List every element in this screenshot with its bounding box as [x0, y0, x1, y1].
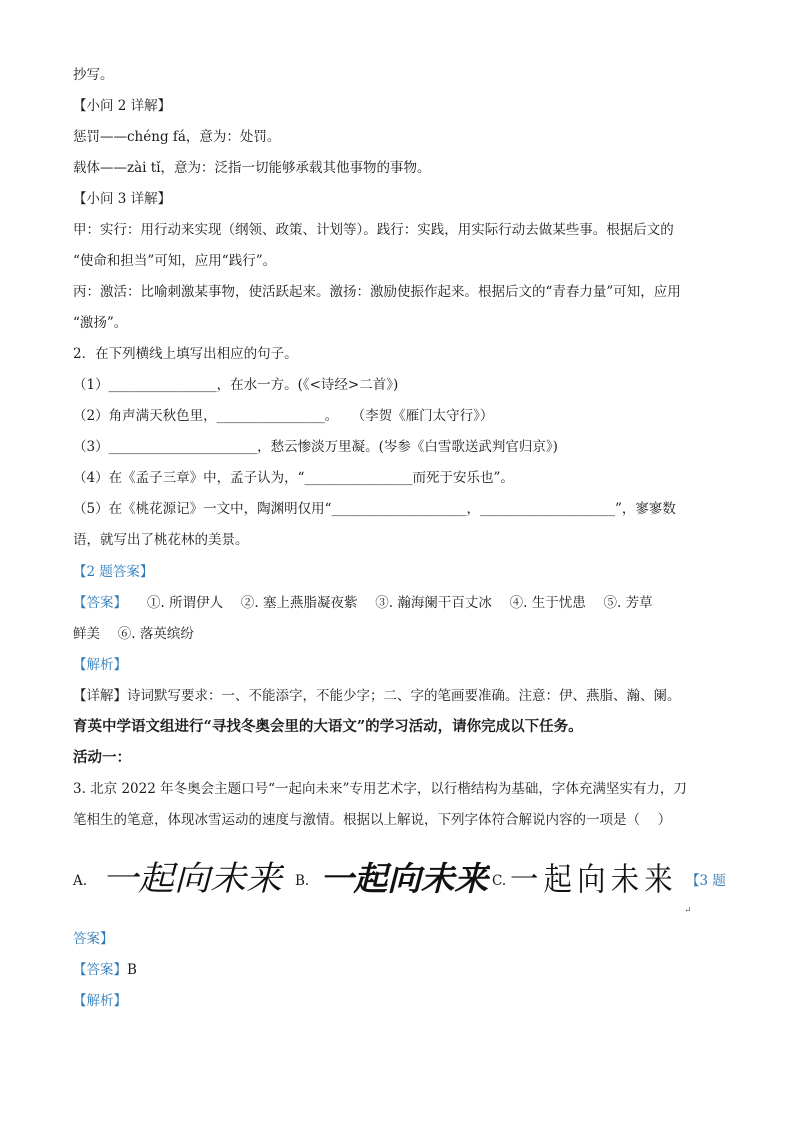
fill-blank-item: （4）在《孟子三章》中，孟子认为，“________________而死于安乐也”。 [73, 470, 514, 486]
answer-line: 鲜美 ⑥. 落英缤纷 [73, 626, 194, 642]
question-text: 笔相生的笔意，体现冰雪运动的速度与激情。根据以上解说，下列字体符合解说内容的一项是（ ） [73, 812, 672, 828]
option-c-calligraphy [510, 852, 680, 900]
option-a-label: A. [73, 873, 88, 889]
text-line: 载体——zài tǐ，意为：泛指一切能够承载其他事物的事物。 [73, 160, 431, 176]
option-b-image [320, 852, 490, 900]
calligraphy-text: 一起向未来 [102, 859, 284, 899]
text-line: 甲：实行：用行动来实现（纲领、政策、计划等）。践行：实践，用实际行动去做某些事。根据后文的 [73, 222, 674, 238]
question-text: 3. 北京 2022 年冬奥会主题口号“一起向未来”专用艺术字，以行楷结构为基础，字体充满坚实有力，刀 [73, 781, 687, 797]
calligraphy-text: 一起向未来 [510, 860, 678, 898]
activity-intro: 育英中学语文组进行“寻找冬奥会里的大语文”的学习活动，请你完成以下任务。 [73, 718, 583, 735]
analysis-heading: 【解析】 [73, 657, 127, 673]
fill-blank-item: （5）在《桃花源记》一文中，陶渊明仅用“____________________，____________________”，寥寥数 [73, 501, 676, 517]
text-line: 抄写。 [73, 67, 114, 83]
text-line: 丙：激活：比喻刺激某事物，使活跃起来。激扬：激励使振作起来。根据后文的“青春力量”可知，应用 [73, 284, 681, 300]
answer-line [73, 594, 653, 612]
text-line: 惩罚——chéng fá，意为：处罚。 [73, 129, 281, 145]
text-line: 语，就写出了桃花林的美景。 [73, 532, 249, 548]
text-line: 【详解】诗词默写要求：一、不能添字，不能少字；二、字的笔画要准确。注意：伊、燕脂、瀚、阑。 [73, 688, 681, 704]
option-b-label: B. [295, 873, 310, 889]
option-a-calligraphy [102, 852, 284, 900]
fill-blank-item: （3）______________________，愁云惨淡万里凝。(岑参《白雪歌送武判官归京》) [73, 439, 558, 455]
option-c-image [510, 852, 680, 900]
answer-label: 【答案】 [73, 962, 127, 978]
answer-heading: 【3 题 [686, 873, 726, 889]
section-heading: 【小问 2 详解】 [73, 98, 172, 114]
answer-heading: 答案】 [73, 931, 114, 947]
answer-heading: 【2 题答案】 [73, 564, 154, 580]
fill-blank-item: （2）角声满天秋色里，________________。 （李贺《雁门太守行》） [73, 408, 494, 424]
answer-label: 【答案】 [73, 595, 127, 611]
answer-text: ①. 所谓伊人 ②. 塞上燕脂凝夜紫 ③. 瀚海阑干百丈冰 ④. 生于忧患 ⑤. 芳草 [147, 595, 653, 611]
option-c-label: C. [492, 873, 507, 889]
option-b-calligraphy [320, 852, 490, 900]
analysis-heading: 【解析】 [73, 993, 127, 1009]
option-a-image [102, 852, 284, 900]
question-title: 2．在下列横线上填写出相应的句子。 [73, 346, 298, 362]
fill-blank-item: （1）________________，在水一方。(《<诗经>二首》) [73, 377, 399, 393]
section-heading: 【小问 3 详解】 [73, 191, 172, 207]
answer-text: B [127, 962, 137, 978]
text-line: “使命和担当”可知，应用“践行”。 [73, 253, 277, 269]
calligraphy-text: 一起向未来 [320, 859, 490, 898]
activity-title: 活动一： [73, 749, 131, 766]
paragraph-mark-icon: ↵ [684, 906, 692, 916]
text-line: “激扬”。 [73, 315, 128, 331]
answer-line [73, 961, 137, 979]
